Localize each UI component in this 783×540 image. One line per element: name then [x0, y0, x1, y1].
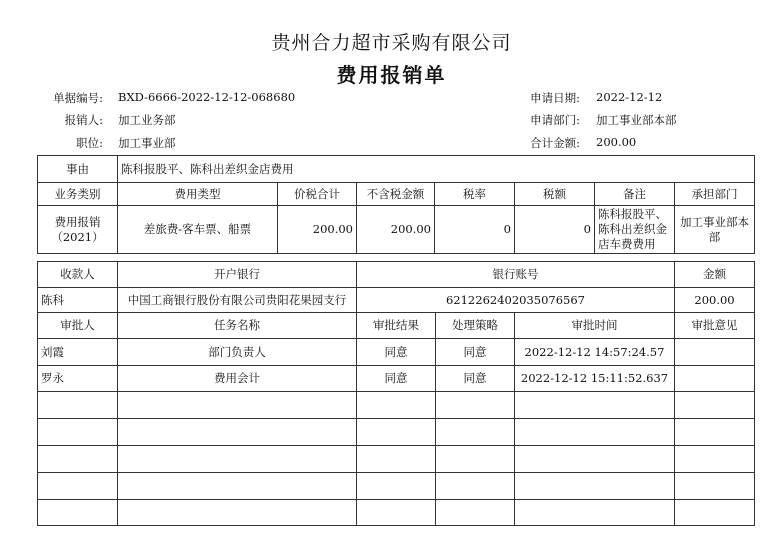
col-header: 费用类型 [118, 183, 278, 206]
approval-time: 2022-12-12 15:11:52.637 [515, 366, 675, 392]
col-header: 金额 [675, 262, 755, 288]
approval-time [515, 446, 675, 473]
table-row [38, 366, 755, 392]
approver [38, 500, 118, 526]
apply-date-value: 2022-12-12 [596, 90, 663, 104]
expense-note: 陈科报股平、陈科出差织金店车费费用 [595, 206, 675, 254]
col-header: 审批意见 [675, 313, 755, 339]
task-name [118, 392, 357, 419]
position-label: 职位: [76, 136, 103, 150]
reason-value: 陈科报股平、陈科出差织金店费用 [118, 156, 755, 183]
claimant-label: 报销人: [64, 113, 103, 127]
doc-no-label: 单据编号: [53, 91, 103, 105]
task-name: 部门负责人 [118, 339, 357, 366]
reason-row [38, 156, 755, 183]
table-row [38, 339, 755, 366]
col-header: 不含税金额 [357, 183, 435, 206]
col-header: 价税合计 [278, 183, 357, 206]
approval-result [357, 392, 436, 419]
apply-date-label: 申请日期: [530, 91, 580, 105]
approval-result [357, 500, 436, 526]
approval-time [515, 419, 675, 446]
approver [38, 419, 118, 446]
company-name: 贵州合力超市采购有限公司 [271, 32, 512, 54]
approval-header-row [38, 313, 755, 339]
form-title: 费用报销单 [336, 63, 447, 87]
doc-no-value: BXD-6666-2022-12-12-068680 [118, 90, 296, 104]
payment-table [37, 261, 755, 313]
task-name: 费用会计 [118, 366, 357, 392]
expense-tax: 0 [515, 206, 595, 254]
col-header: 处理策略 [436, 313, 515, 339]
approval-opinion [675, 419, 755, 446]
apply-dept-label: 申请部门: [530, 113, 580, 127]
col-header: 税率 [435, 183, 515, 206]
expense-rate: 0 [435, 206, 515, 254]
payment-amount: 200.00 [675, 288, 755, 313]
approval-opinion [675, 473, 755, 500]
approval-result: 同意 [357, 339, 436, 366]
reason-label: 事由 [38, 156, 118, 183]
col-header: 银行账号 [357, 262, 675, 288]
task-name [118, 419, 357, 446]
approval-strategy: 同意 [436, 366, 515, 392]
approval-opinion [675, 366, 755, 392]
table-row [38, 473, 755, 500]
approval-opinion [675, 500, 755, 526]
col-header: 任务名称 [118, 313, 357, 339]
approval-opinion [675, 339, 755, 366]
task-name [118, 500, 357, 526]
task-name [118, 473, 357, 500]
bank-account: 6212262402035076567 [357, 288, 675, 313]
col-header: 税额 [515, 183, 595, 206]
col-header: 备注 [595, 183, 675, 206]
total-label: 合计金额: [530, 136, 580, 150]
col-header: 承担部门 [675, 183, 755, 206]
approval-result [357, 419, 436, 446]
table-row [38, 446, 755, 473]
approver [38, 473, 118, 500]
approval-table [37, 312, 755, 526]
payment-header-row [38, 262, 755, 288]
expense-category: 费用报销（2021） [38, 206, 118, 254]
col-header: 审批时间 [515, 313, 675, 339]
col-header: 审批人 [38, 313, 118, 339]
approver: 刘霞 [38, 339, 118, 366]
approval-result: 同意 [357, 366, 436, 392]
approver: 罗永 [38, 366, 118, 392]
expense-dept: 加工事业部本部 [675, 206, 755, 254]
col-header: 业务类别 [38, 183, 118, 206]
approval-time [515, 392, 675, 419]
approval-opinion [675, 392, 755, 419]
expense-type: 差旅费-客车票、船票 [118, 206, 278, 254]
approval-result [357, 473, 436, 500]
approval-strategy [436, 446, 515, 473]
approval-time [515, 473, 675, 500]
table-row [38, 206, 755, 254]
bank-name: 中国工商银行股份有限公司贵阳花果园支行 [118, 288, 357, 313]
col-header: 审批结果 [357, 313, 436, 339]
expense-table [37, 155, 755, 254]
table-row [38, 288, 755, 313]
col-header: 收款人 [38, 262, 118, 288]
expense-header-row [38, 183, 755, 206]
table-row [38, 419, 755, 446]
approval-time: 2022-12-12 14:57:24.57 [515, 339, 675, 366]
apply-dept-value: 加工事业部本部 [596, 113, 677, 127]
table-row [38, 392, 755, 419]
approval-time [515, 500, 675, 526]
approval-strategy [436, 473, 515, 500]
approver [38, 446, 118, 473]
col-header: 开户银行 [118, 262, 357, 288]
expense-net: 200.00 [357, 206, 435, 254]
approval-strategy [436, 500, 515, 526]
expense-gross: 200.00 [278, 206, 357, 254]
approval-opinion [675, 446, 755, 473]
position-value: 加工事业部 [118, 136, 176, 150]
approval-result [357, 446, 436, 473]
task-name [118, 446, 357, 473]
approval-strategy [436, 419, 515, 446]
payee: 陈科 [38, 288, 118, 313]
total-value: 200.00 [596, 135, 637, 149]
approval-strategy: 同意 [436, 339, 515, 366]
claimant-value: 加工业务部 [118, 113, 176, 127]
table-row [38, 500, 755, 526]
approval-strategy [436, 392, 515, 419]
approver [38, 392, 118, 419]
